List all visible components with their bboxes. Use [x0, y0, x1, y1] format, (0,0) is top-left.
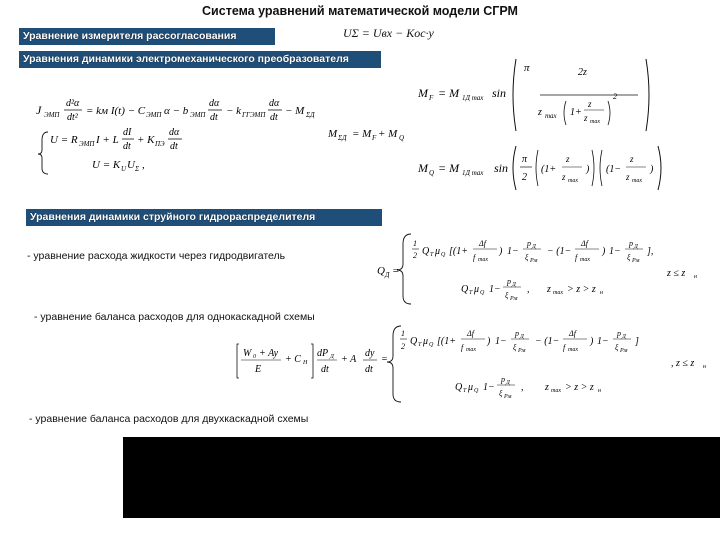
- svg-text:Pм: Pм: [510, 296, 518, 302]
- svg-text:+ K: + K: [137, 134, 155, 146]
- svg-text:Pм: Pм: [620, 348, 628, 354]
- svg-text:): ): [487, 336, 491, 347]
- svg-text:max: max: [632, 178, 642, 184]
- svg-text:ПЭ: ПЭ: [155, 140, 165, 148]
- svg-text:= kм I(t) − C: = kм I(t) − C: [86, 105, 146, 117]
- svg-text:Д: Д: [512, 282, 516, 288]
- svg-text:Д: Д: [330, 354, 334, 360]
- svg-text:н: н: [598, 388, 601, 394]
- svg-text:E: E: [255, 364, 262, 375]
- svg-text:ΣД: ΣД: [306, 111, 315, 119]
- svg-text:− M: − M: [285, 105, 305, 117]
- svg-text:dt: dt: [365, 364, 373, 375]
- black-image-area: [123, 437, 720, 518]
- svg-text:1: 1: [413, 239, 417, 248]
- svg-text:1−: 1−: [609, 246, 621, 257]
- svg-text:J: J: [36, 103, 42, 117]
- svg-text:z: z: [584, 113, 588, 123]
- text-two-stage: - уравнение баланса расходов для двухкаскадной схемы: [29, 413, 309, 425]
- svg-text:Т: Т: [469, 290, 473, 296]
- svg-text:max: max: [553, 290, 563, 296]
- svg-text:p: p: [515, 329, 519, 338]
- svg-text:, z ≤ z: , z ≤ z: [671, 358, 695, 369]
- svg-text:z: z: [562, 172, 566, 182]
- svg-text:н: н: [600, 290, 603, 296]
- svg-text:н: н: [694, 274, 697, 280]
- svg-text:1: 1: [401, 329, 405, 338]
- svg-text:],: ],: [647, 246, 654, 257]
- svg-text:F: F: [372, 134, 377, 142]
- svg-text:Q: Q: [461, 284, 469, 295]
- svg-text:U: U: [121, 165, 127, 173]
- svg-text:> z > z: > z > z: [567, 284, 596, 295]
- svg-text:Н: Н: [303, 360, 308, 366]
- formula-single-stage: [235, 322, 715, 406]
- svg-text:1Д max: 1Д max: [462, 94, 484, 102]
- svg-text:W: W: [243, 348, 252, 359]
- svg-text:Q: Q: [429, 169, 435, 177]
- svg-text:U = R: U = R: [50, 134, 78, 146]
- svg-text:Т: Т: [463, 388, 467, 394]
- svg-text:p: p: [629, 239, 633, 248]
- section-bar-jet-distributor: Уравнения динамики струйного гидрораспределителя: [26, 209, 382, 226]
- svg-text:1−: 1−: [507, 246, 519, 257]
- formula-flow: [377, 230, 707, 306]
- svg-text:Д: Д: [506, 380, 510, 386]
- svg-text:Δf: Δf: [479, 239, 486, 248]
- svg-text:max: max: [545, 112, 557, 120]
- svg-text:= M: = M: [438, 86, 460, 100]
- svg-text:]: ]: [635, 336, 639, 347]
- svg-text:(1+: (1+: [541, 164, 557, 175]
- svg-text:ЭМП: ЭМП: [79, 140, 95, 148]
- svg-text:2: 2: [522, 172, 527, 183]
- svg-text:F: F: [429, 94, 434, 102]
- svg-text:max: max: [551, 388, 561, 394]
- svg-text:,: ,: [521, 382, 524, 393]
- svg-text:): ): [586, 164, 590, 175]
- svg-text:Д: Д: [634, 244, 638, 250]
- svg-text:+ A: + A: [341, 354, 357, 365]
- svg-text:max: max: [590, 119, 600, 125]
- svg-text:[(1+: [(1+: [449, 246, 468, 257]
- svg-text:=: =: [392, 265, 400, 277]
- svg-text:α − b: α − b: [164, 105, 189, 117]
- svg-text:2: 2: [401, 342, 405, 351]
- svg-text:1−: 1−: [483, 382, 495, 393]
- svg-text:Т: Т: [430, 252, 434, 258]
- svg-text:Q: Q: [441, 252, 446, 258]
- svg-text:− (1−: − (1−: [547, 246, 572, 257]
- svg-text:= M: = M: [438, 161, 460, 175]
- svg-text:): ): [650, 164, 654, 175]
- svg-text:1+: 1+: [570, 107, 582, 118]
- svg-text:dt: dt: [270, 112, 278, 123]
- svg-text:dt: dt: [170, 141, 178, 152]
- svg-text:π: π: [524, 62, 530, 74]
- svg-text:max: max: [478, 257, 488, 263]
- svg-text:2: 2: [613, 92, 617, 101]
- svg-text:Д: Д: [520, 334, 524, 340]
- svg-text:z: z: [547, 284, 551, 295]
- svg-text:Σ: Σ: [135, 165, 140, 173]
- text-single-stage: - уравнение баланса расходов для однокаскадной схемы: [34, 311, 315, 323]
- svg-text:dt: dt: [210, 112, 218, 123]
- svg-text:1−: 1−: [495, 336, 507, 347]
- svg-text:f: f: [575, 253, 578, 262]
- svg-text:1−: 1−: [597, 336, 609, 347]
- svg-text:dt²: dt²: [67, 112, 78, 123]
- svg-text:dα: dα: [209, 98, 220, 109]
- svg-text:Pм: Pм: [504, 394, 512, 400]
- svg-text:Pм: Pм: [632, 258, 640, 264]
- svg-text:= M: = M: [352, 128, 372, 140]
- svg-text:ЭМП: ЭМП: [146, 111, 162, 119]
- svg-text:μ: μ: [474, 284, 480, 295]
- svg-text:U = K: U = K: [92, 159, 121, 171]
- svg-text:Д: Д: [622, 334, 626, 340]
- svg-text:2: 2: [413, 251, 417, 260]
- formula-dynamics-left: [30, 88, 330, 178]
- svg-text:> z > z: > z > z: [565, 382, 594, 393]
- svg-text:Q: Q: [455, 382, 463, 393]
- svg-text:Q: Q: [474, 388, 479, 394]
- svg-text:,: ,: [527, 284, 530, 295]
- svg-text:dI: dI: [123, 127, 132, 138]
- svg-text:Д: Д: [385, 271, 390, 279]
- svg-text:Q: Q: [422, 246, 430, 257]
- svg-text:d²α: d²α: [66, 98, 80, 109]
- svg-text:p: p: [617, 329, 621, 338]
- svg-text:Δf: Δf: [581, 239, 588, 248]
- svg-text:Pм: Pм: [530, 258, 538, 264]
- svg-text:M: M: [418, 161, 428, 175]
- svg-text:sin: sin: [494, 161, 509, 175]
- svg-text:ξ: ξ: [615, 343, 619, 352]
- svg-text:ΣД: ΣД: [338, 134, 347, 142]
- svg-text:Д: Д: [532, 244, 536, 250]
- svg-text:dt: dt: [123, 141, 131, 152]
- svg-text:z: z: [538, 107, 542, 118]
- svg-text:1−: 1−: [489, 284, 501, 295]
- svg-text:Δf: Δf: [569, 329, 576, 338]
- svg-text:Q: Q: [480, 290, 485, 296]
- svg-text:μ: μ: [423, 336, 429, 347]
- svg-text:Q: Q: [399, 134, 405, 142]
- svg-text:Pм: Pм: [518, 348, 526, 354]
- svg-text:ξ: ξ: [627, 253, 631, 262]
- svg-text:f: f: [461, 343, 464, 352]
- svg-text:Q: Q: [377, 265, 385, 277]
- svg-text:z: z: [630, 154, 634, 164]
- svg-text:max: max: [568, 347, 578, 353]
- svg-text:Q: Q: [410, 336, 418, 347]
- formula-moment-F: [418, 55, 718, 135]
- svg-text:I + L: I + L: [96, 134, 119, 146]
- svg-text:z: z: [626, 172, 630, 182]
- page-title: Система уравнений математической модели СГРМ: [202, 4, 518, 18]
- svg-text:Q: Q: [429, 342, 434, 348]
- svg-text:[(1+: [(1+: [437, 336, 456, 347]
- svg-text:f: f: [473, 253, 476, 262]
- svg-text:z: z: [545, 382, 549, 393]
- svg-text:ξ: ξ: [525, 253, 529, 262]
- svg-text:U: U: [127, 159, 135, 171]
- svg-text:): ): [602, 246, 606, 257]
- svg-text:μ: μ: [435, 246, 441, 257]
- section-bar-mismatch-meter: Уравнение измерителя рассогласования: [19, 28, 275, 45]
- svg-text:ξ: ξ: [499, 389, 503, 398]
- svg-text:sin: sin: [492, 86, 507, 100]
- formula-moment-Q: [418, 142, 718, 194]
- svg-text:): ): [499, 246, 503, 257]
- svg-text:=: =: [381, 354, 388, 365]
- svg-text:dP: dP: [317, 348, 329, 359]
- svg-text:ξ: ξ: [513, 343, 517, 352]
- svg-text:dα: dα: [169, 127, 180, 138]
- equation-mismatch: UΣ = Uвх − Kос·y: [343, 26, 434, 40]
- svg-text:ξ: ξ: [505, 291, 509, 300]
- svg-text:max: max: [580, 257, 590, 263]
- svg-text:M: M: [328, 128, 338, 140]
- svg-text:): ): [590, 336, 594, 347]
- svg-text:μ: μ: [468, 382, 474, 393]
- svg-text:dy: dy: [365, 348, 375, 359]
- svg-text:+ C: + C: [285, 354, 301, 365]
- svg-text:max: max: [568, 178, 578, 184]
- svg-text:Δf: Δf: [467, 329, 474, 338]
- text-flow-equation: - уравнение расхода жидкости через гидродвигатель: [27, 250, 286, 262]
- svg-text:− k: − k: [226, 105, 242, 117]
- svg-text:z ≤ z: z ≤ z: [667, 268, 686, 279]
- svg-text:π: π: [522, 154, 528, 165]
- svg-text:ЭМП: ЭМП: [44, 111, 60, 119]
- svg-text:+ Ay: + Ay: [259, 348, 279, 359]
- svg-text:dα: dα: [269, 98, 280, 109]
- svg-text:+ M: + M: [378, 128, 398, 140]
- svg-text:н: н: [703, 364, 706, 370]
- svg-text:− (1−: − (1−: [535, 336, 560, 347]
- svg-text:ЭМП: ЭМП: [190, 111, 206, 119]
- svg-text:p: p: [527, 239, 531, 248]
- svg-text:ГГЭМП: ГГЭМП: [242, 111, 266, 119]
- svg-text:p: p: [507, 277, 511, 286]
- svg-text:M: M: [418, 86, 428, 100]
- svg-text:max: max: [466, 347, 476, 353]
- svg-text:Т: Т: [418, 342, 422, 348]
- svg-text:z: z: [566, 154, 570, 164]
- svg-text:dt: dt: [321, 364, 329, 375]
- section-bar-electromech: Уравнения динамики электромеханического преобразователя: [19, 51, 381, 68]
- svg-text:1Д max: 1Д max: [462, 169, 484, 177]
- svg-text:,: ,: [142, 159, 145, 171]
- svg-text:p: p: [501, 375, 505, 384]
- svg-text:f: f: [563, 343, 566, 352]
- svg-text:2z: 2z: [578, 67, 587, 78]
- svg-text:(1−: (1−: [606, 164, 622, 175]
- svg-text:z: z: [588, 99, 592, 109]
- svg-text:0: 0: [253, 354, 256, 360]
